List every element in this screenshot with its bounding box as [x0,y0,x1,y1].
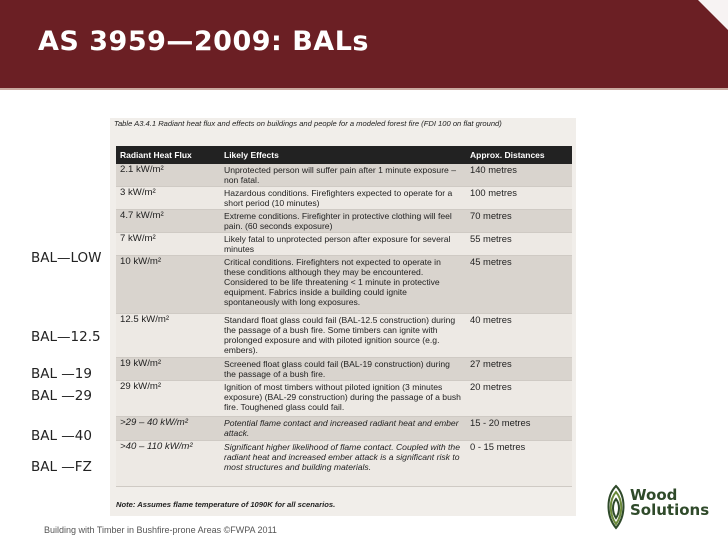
table-row [116,210,572,233]
header-likely-effects: Likely Effects [220,146,466,164]
wood-solutions-logo [604,484,714,532]
flux-cell: 4.7 kW/m² [116,210,220,233]
table-row [116,441,572,487]
distance-cell: 15 - 20 metres [466,417,572,441]
flux-cell: 12.5 kW/m² [116,314,220,358]
distance-cell: 0 - 15 metres [466,441,572,487]
footer-credit: Building with Timber in Bushfire-prone Areas ©FWPA 2011 [44,525,277,535]
flux-cell: 2.1 kW/m² [116,164,220,187]
distance-cell: 140 metres [466,164,572,187]
effect-cell: Unprotected person will suffer pain after 1 minute exposure – non fatal. [220,164,466,187]
bal-12-5-label: BAL—12.5 [31,329,101,345]
bal-fz-label: BAL —FZ [31,459,92,475]
table-note: Note: Assumes flame temperature of 1090K for all scenarios. [116,500,336,509]
table-row [116,233,572,256]
effect-cell: Ignition of most timbers without piloted ignition (3 minutes exposure) (BAL-29 construction) during the passage of a bush fire. Toughened glass could fail. [220,381,466,417]
bal-low-label: BAL—LOW [31,250,102,266]
effect-cell: Critical conditions. Firefighters not expected to operate in these conditions although they may be encountered. Considered to be life threatening < 1 minute in protective equipment. Fabrics inside a building could ignite spontaneously with long exposures. [220,256,466,314]
flux-cell: 10 kW/m² [116,256,220,314]
leaf-rings-icon [604,484,628,530]
table-row [116,314,572,358]
bal-40-label: BAL —40 [31,428,92,444]
logo-line-wood: Wood [630,486,678,504]
title-divider [0,88,728,90]
logo-line-solutions: Solutions [630,501,710,519]
distance-cell: 100 metres [466,187,572,210]
table-row [116,256,572,314]
table-row [116,381,572,417]
table-caption: Table A3.4.1 Radiant heat flux and effects on buildings and people for a modeled forest fire (FDI 100 on flat ground) [114,119,502,128]
distance-cell: 20 metres [466,381,572,417]
flux-cell: 3 kW/m² [116,187,220,210]
distance-cell: 70 metres [466,210,572,233]
flux-cell: 19 kW/m² [116,358,220,381]
flux-cell: >29 – 40 kW/m² [116,417,220,441]
table-row [116,187,572,210]
distance-cell: 55 metres [466,233,572,256]
effect-cell: Extreme conditions. Firefighter in protective clothing will feel pain. (60 seconds exposure) [220,210,466,233]
corner-decoration [698,0,728,30]
bal-29-label: BAL —29 [31,388,92,404]
bal-19-label: BAL —19 [31,366,92,382]
slide-title: AS 3959—2009: BALs [38,26,369,57]
effect-cell: Likely fatal to unprotected person after exposure for several minutes [220,233,466,256]
table-row [116,358,572,381]
header-approx-distances: Approx. Distances [466,146,572,164]
distance-cell: 40 metres [466,314,572,358]
distance-cell: 27 metres [466,358,572,381]
table-row [116,164,572,187]
effect-cell: Hazardous conditions. Firefighters expected to operate for a short period (10 minutes) [220,187,466,210]
effect-cell: Potential flame contact and increased radiant heat and ember attack. [220,417,466,441]
logo-text [630,488,709,518]
header-radiant-heat-flux: Radiant Heat Flux [116,146,220,164]
effect-cell: Standard float glass could fail (BAL-12.5 construction) during the passage of a bush fire. Some timbers can ignite with prolonged exposure and with piloted ignition source (e.g. embers). [220,314,466,358]
bal-table-image [110,118,576,516]
radiant-heat-table [116,146,572,487]
effect-cell: Screened float glass could fail (BAL-19 construction) during the passage of a bush fire. [220,358,466,381]
flux-cell: 29 kW/m² [116,381,220,417]
table-row [116,417,572,441]
effect-cell: Significant higher likelihood of flame contact. Coupled with the radiant heat and increased ember attack is a significant risk to most structures and building materials. [220,441,466,487]
flux-cell: 7 kW/m² [116,233,220,256]
flux-cell: >40 – 110 kW/m² [116,441,220,487]
distance-cell: 45 metres [466,256,572,314]
